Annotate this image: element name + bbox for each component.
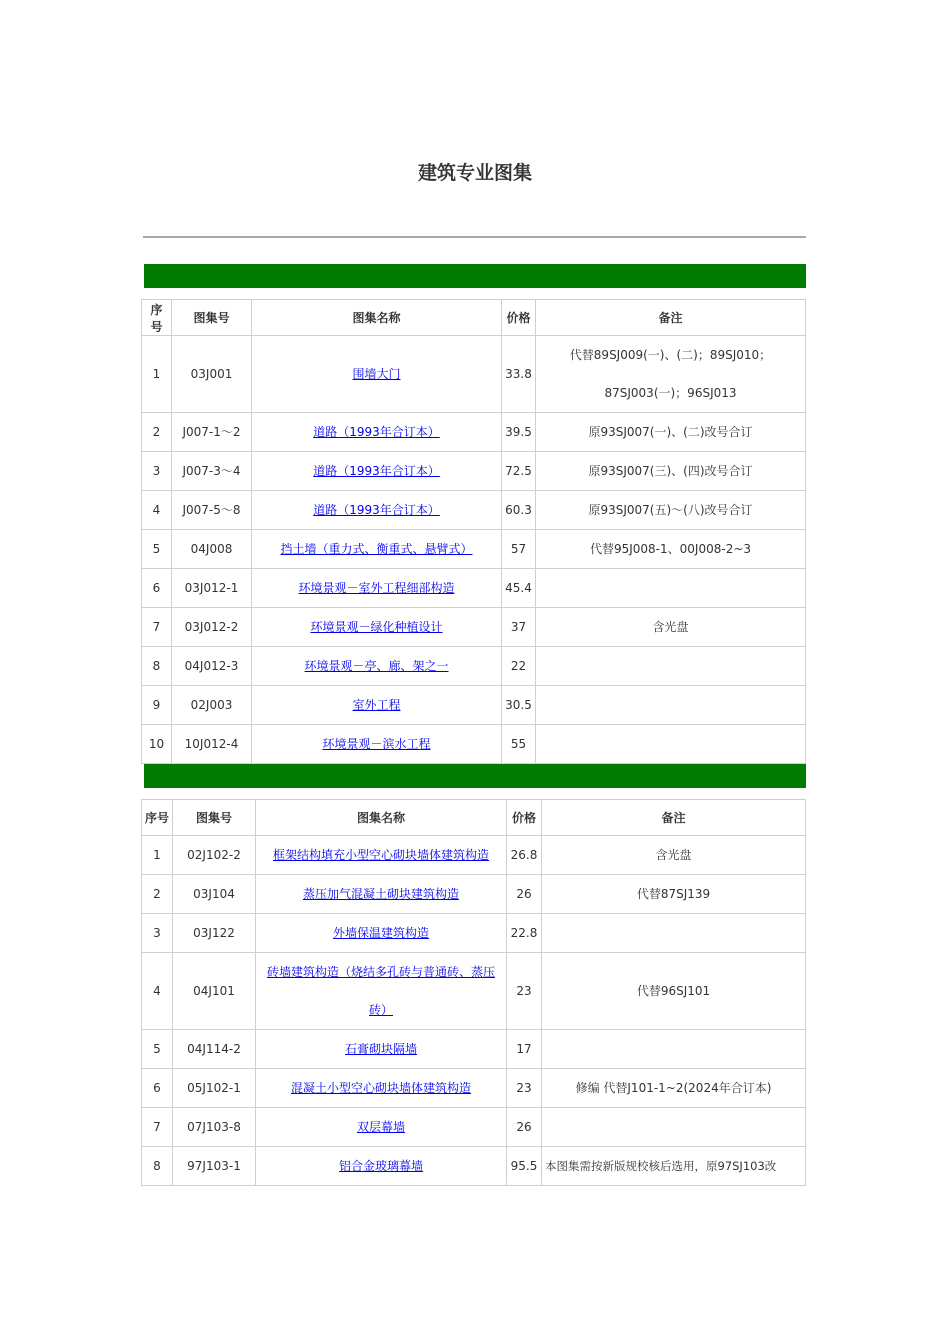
table-row (142, 686, 806, 725)
row-no: 2 (142, 413, 172, 452)
table-row (142, 608, 806, 647)
row-price: 26 (507, 1108, 542, 1147)
row-code: 03J122 (173, 914, 256, 953)
row-price: 45.4 (502, 569, 536, 608)
row-no: 9 (142, 686, 172, 725)
note-line-2: 87SJ003(一)；96SJ013 (604, 386, 737, 400)
row-price: 23 (507, 1069, 542, 1108)
atlas-link[interactable]: 铝合金玻璃幕墙 (338, 1159, 423, 1173)
link-line-1: 砖墙建筑构造（烧结多孔砖与普通砖、蒸压 (266, 965, 495, 979)
row-note (542, 1030, 806, 1069)
row-no: 10 (142, 725, 172, 764)
row-note: 含光盘 (536, 608, 806, 647)
row-no: 8 (142, 647, 172, 686)
header-code: 图集号 (172, 300, 252, 336)
table-row (142, 914, 806, 953)
atlas-link[interactable]: 室外工程 (352, 698, 401, 712)
row-no: 4 (142, 953, 173, 1030)
table-row (142, 1108, 806, 1147)
row-no: 2 (142, 875, 173, 914)
row-no: 1 (142, 336, 172, 413)
header-no: 序号 (142, 800, 173, 836)
table-row (142, 336, 806, 413)
header-name: 图集名称 (252, 300, 502, 336)
table-row (142, 530, 806, 569)
row-no: 8 (142, 1147, 173, 1186)
atlas-link[interactable]: 道路（1993年合订本） (313, 425, 440, 439)
row-no: 5 (142, 1030, 173, 1069)
row-code: 97J103-1 (173, 1147, 256, 1186)
header-note: 备注 (536, 300, 806, 336)
row-code: 02J102-2 (173, 836, 256, 875)
row-price: 26.8 (507, 836, 542, 875)
table-header-row (142, 800, 806, 836)
row-price: 17 (507, 1030, 542, 1069)
row-price: 30.5 (502, 686, 536, 725)
row-no: 5 (142, 530, 172, 569)
row-code: J007-5～8 (172, 491, 252, 530)
atlas-link[interactable]: 围墙大门 (352, 367, 401, 381)
row-no: 3 (142, 914, 173, 953)
row-note: 含光盘 (542, 836, 806, 875)
row-price: 37 (502, 608, 536, 647)
row-note (536, 725, 806, 764)
table-row (142, 725, 806, 764)
row-code: 04J114-2 (173, 1030, 256, 1069)
atlas-link[interactable]: 框架结构填充小型空心砌块墙体建筑构造 (272, 848, 489, 862)
row-price: 22.8 (507, 914, 542, 953)
atlas-link[interactable]: 双层幕墙 (356, 1120, 405, 1134)
atlas-link[interactable]: 混凝土小型空心砌块墙体建筑构造 (290, 1081, 471, 1095)
row-note: 原93SJ007(一)、(二)改号合订 (536, 413, 806, 452)
row-note: 代替95J008-1、00J008-2~3 (536, 530, 806, 569)
section-band-1 (144, 264, 806, 288)
header-price: 价格 (502, 300, 536, 336)
row-note (542, 1108, 806, 1147)
atlas-link[interactable]: 道路（1993年合订本） (313, 464, 440, 478)
row-note: 修编 代替J101-1~2(2024年合订本) (542, 1069, 806, 1108)
atlas-link[interactable]: 环境景观－室外工程细部构造 (298, 581, 455, 595)
atlas-link[interactable]: 挡土墙（重力式、衡重式、悬臂式） (280, 542, 473, 556)
row-code: J007-1～2 (172, 413, 252, 452)
row-code: 04J008 (172, 530, 252, 569)
row-price: 23 (507, 953, 542, 1030)
row-price: 33.8 (502, 336, 536, 413)
row-code: 07J103-8 (173, 1108, 256, 1147)
row-code: 04J101 (173, 953, 256, 1030)
atlas-link[interactable]: 环境景观－滨水工程 (322, 737, 431, 751)
row-no: 7 (142, 608, 172, 647)
link-line-2: 砖） (368, 1003, 393, 1017)
row-price: 39.5 (502, 413, 536, 452)
table-row (142, 647, 806, 686)
row-no: 4 (142, 491, 172, 530)
row-note (536, 336, 806, 413)
row-code: 04J012-3 (172, 647, 252, 686)
atlas-link[interactable]: 蒸压加气混凝土砌块建筑构造 (302, 887, 459, 901)
row-note (536, 686, 806, 725)
table-row (142, 1069, 806, 1108)
row-note (542, 914, 806, 953)
section-band-2 (144, 764, 806, 788)
row-note (536, 647, 806, 686)
atlas-link[interactable]: 环境景观－亭、廊、架之一 (304, 659, 449, 673)
row-note: 本图集需按新版规校核后选用，原97SJ103改 (542, 1147, 806, 1186)
table-header-row (142, 300, 806, 336)
table-row (142, 413, 806, 452)
table-row (142, 491, 806, 530)
table-row (142, 875, 806, 914)
row-note: 原93SJ007(三)、(四)改号合订 (536, 452, 806, 491)
page-title: 建筑专业图集 (417, 162, 532, 184)
header-no: 序号 (142, 300, 172, 336)
table-row (142, 1147, 806, 1186)
row-price: 26 (507, 875, 542, 914)
row-code: 03J001 (172, 336, 252, 413)
table-row (142, 953, 806, 1030)
title-divider (143, 236, 806, 238)
row-code: 10J012-4 (172, 725, 252, 764)
row-price: 22 (502, 647, 536, 686)
row-no: 6 (142, 1069, 173, 1108)
row-code: 03J012-1 (172, 569, 252, 608)
row-code: 03J104 (173, 875, 256, 914)
atlas-link[interactable]: 石膏砌块隔墙 (344, 1042, 417, 1056)
table-row (142, 452, 806, 491)
atlas-table-2 (141, 799, 806, 1186)
table-row (142, 836, 806, 875)
atlas-table-1 (141, 299, 806, 764)
atlas-link[interactable]: 外墙保温建筑构造 (332, 926, 429, 940)
table-row (142, 569, 806, 608)
atlas-link[interactable]: 环境景观－绿化种植设计 (310, 620, 443, 634)
row-note: 代替87SJ139 (542, 875, 806, 914)
table-row (142, 1030, 806, 1069)
row-price: 72.5 (502, 452, 536, 491)
row-code: J007-3～4 (172, 452, 252, 491)
row-no: 1 (142, 836, 173, 875)
note-line-1: 代替89SJ009(一)、(二)；89SJ010； (569, 348, 772, 362)
header-name: 图集名称 (256, 800, 507, 836)
header-note: 备注 (542, 800, 806, 836)
row-no: 6 (142, 569, 172, 608)
header-price: 价格 (507, 800, 542, 836)
row-note (536, 569, 806, 608)
row-price: 55 (502, 725, 536, 764)
row-note: 原93SJ007(五)～(八)改号合订 (536, 491, 806, 530)
row-note: 代替96SJ101 (542, 953, 806, 1030)
row-price: 60.3 (502, 491, 536, 530)
row-no: 7 (142, 1108, 173, 1147)
row-code: 03J012-2 (172, 608, 252, 647)
row-price: 95.5 (507, 1147, 542, 1186)
header-code: 图集号 (173, 800, 256, 836)
row-code: 05J102-1 (173, 1069, 256, 1108)
row-no: 3 (142, 452, 172, 491)
row-price: 57 (502, 530, 536, 569)
row-code: 02J003 (172, 686, 252, 725)
atlas-link[interactable] (267, 965, 495, 1017)
atlas-link[interactable]: 道路（1993年合订本） (313, 503, 440, 517)
